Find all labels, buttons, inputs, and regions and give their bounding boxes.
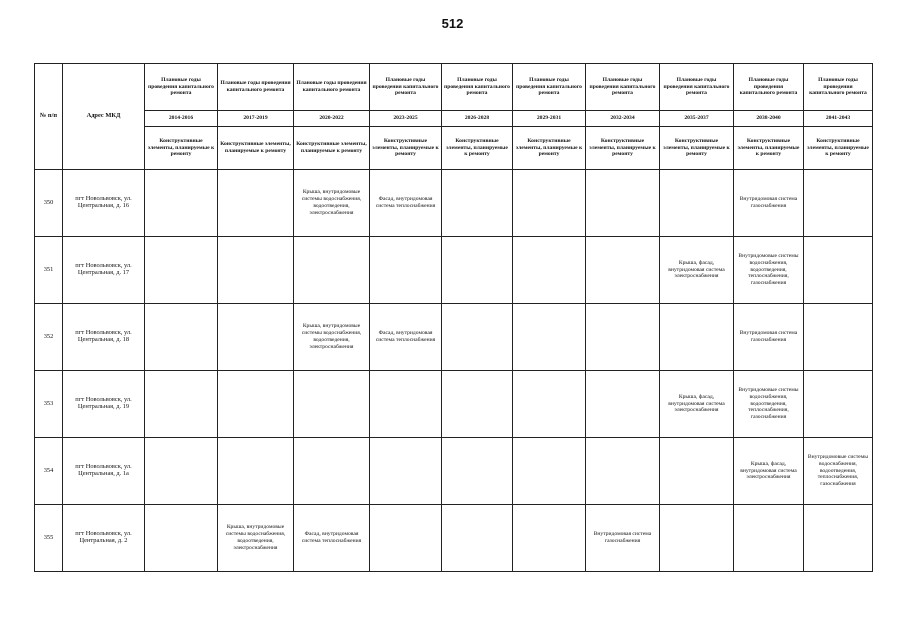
repair-elements-cell <box>586 304 660 371</box>
elements-header: Конструктивные элементы, планируемые к ремонту <box>294 127 370 170</box>
repair-elements-cell: Фасад, внутридомовая система теплоснабжения <box>370 170 442 237</box>
table-row <box>35 237 873 304</box>
planned-years-header: Плановые годы проведения капитального ремонта <box>370 64 442 111</box>
period-header: 2038-2040 <box>734 111 804 127</box>
repair-elements-cell <box>218 371 294 438</box>
repair-elements-cell <box>442 237 513 304</box>
elements-header: Конструктивные элементы, планируемые к ремонту <box>145 127 218 170</box>
num-header: № п/п <box>35 64 63 170</box>
repair-elements-cell: Фасад, внутридомовая система теплоснабжения <box>370 304 442 371</box>
repair-elements-cell <box>218 170 294 237</box>
repair-elements-cell <box>734 505 804 572</box>
row-address: пгт Новольвовск, ул. Центральная, д. 2 <box>63 505 145 572</box>
header-row-elements <box>35 127 873 170</box>
repair-elements-cell: Крыша, внутридомовые системы водоснабжения, водоотведения, электроснабжения <box>218 505 294 572</box>
repair-elements-cell <box>218 438 294 505</box>
elements-header: Конструктивные элементы, планируемые к ремонту <box>586 127 660 170</box>
repair-elements-cell <box>660 438 734 505</box>
elements-header: Конструктивные элементы, планируемые к ремонту <box>804 127 873 170</box>
repair-elements-cell <box>804 170 873 237</box>
planned-years-header: Плановые годы проведения капитального ремонта <box>804 64 873 111</box>
repair-elements-cell: Внутридомовые системы водоснабжения, водоотведения, теплоснабжения, газоснабжения <box>734 371 804 438</box>
repair-elements-cell <box>145 304 218 371</box>
table-header <box>35 64 873 170</box>
period-header: 2032-2034 <box>586 111 660 127</box>
repair-elements-cell: Крыша, внутридомовые системы водоснабжения, водоотведения, электроснабжения <box>294 170 370 237</box>
planned-years-header: Плановые годы проведения капитального ремонта <box>734 64 804 111</box>
table-row <box>35 438 873 505</box>
elements-header: Конструктивные элементы, планируемые к ремонту <box>218 127 294 170</box>
repair-elements-cell <box>294 371 370 438</box>
elements-header: Конструктивные элементы, планируемые к ремонту <box>734 127 804 170</box>
header-row-periods <box>35 111 873 127</box>
planned-years-header: Плановые годы проведения капитального ремонта <box>660 64 734 111</box>
period-header: 2029-2031 <box>513 111 586 127</box>
repair-elements-cell <box>294 438 370 505</box>
period-header: 2041-2043 <box>804 111 873 127</box>
table-body <box>35 170 873 572</box>
elements-header: Конструктивные элементы, планируемые к ремонту <box>660 127 734 170</box>
period-header: 2035-2037 <box>660 111 734 127</box>
repair-elements-cell <box>370 371 442 438</box>
repair-elements-cell <box>586 237 660 304</box>
elements-header: Конструктивные элементы, планируемые к ремонту <box>370 127 442 170</box>
elements-header: Конструктивные элементы, планируемые к ремонту <box>442 127 513 170</box>
repair-elements-cell <box>586 170 660 237</box>
planned-years-header: Плановые годы проведения капитального ремонта <box>218 64 294 111</box>
table-row <box>35 304 873 371</box>
repair-elements-cell <box>513 438 586 505</box>
repair-elements-cell <box>294 237 370 304</box>
repair-elements-cell: Крыша, фасад, внутридомовая система электроснабжения <box>734 438 804 505</box>
table-row <box>35 505 873 572</box>
table-row <box>35 170 873 237</box>
repair-elements-cell <box>804 505 873 572</box>
repair-elements-cell: Внутридомовые системы водоснабжения, водоотведения, теплоснабжения, газоснабжения <box>734 237 804 304</box>
repair-elements-cell: Крыша, внутридомовые системы водоснабжения, водоотведения, электроснабжения <box>294 304 370 371</box>
row-address: пгт Новольвовск, ул. Центральная, д. 18 <box>63 304 145 371</box>
row-address: пгт Новольвовск, ул. Центральная, д. 17 <box>63 237 145 304</box>
row-number: 350 <box>35 170 63 237</box>
repair-elements-cell <box>804 237 873 304</box>
period-header: 2017-2019 <box>218 111 294 127</box>
repair-elements-cell <box>804 304 873 371</box>
planned-years-header: Плановые годы проведения капитального ремонта <box>513 64 586 111</box>
repair-elements-cell <box>218 304 294 371</box>
repair-elements-cell <box>442 505 513 572</box>
repair-elements-cell <box>145 371 218 438</box>
row-address: пгт Новольвовск, ул. Центральная, д. 1а <box>63 438 145 505</box>
elements-header: Конструктивные элементы, планируемые к ремонту <box>513 127 586 170</box>
period-header: 2026-2028 <box>442 111 513 127</box>
repair-elements-cell <box>145 438 218 505</box>
row-address: пгт Новольвовск, ул. Центральная, д. 16 <box>63 170 145 237</box>
repair-elements-cell <box>370 505 442 572</box>
repair-elements-cell: Внутридомовая система газоснабжения <box>734 170 804 237</box>
repair-elements-cell <box>442 371 513 438</box>
repair-elements-cell <box>513 237 586 304</box>
repair-elements-cell <box>513 505 586 572</box>
period-header: 2023-2025 <box>370 111 442 127</box>
repair-elements-cell <box>145 170 218 237</box>
period-header: 2020-2022 <box>294 111 370 127</box>
repair-elements-cell <box>145 237 218 304</box>
repair-elements-cell: Фасад, внутридомовая система теплоснабжения <box>294 505 370 572</box>
row-number: 353 <box>35 371 63 438</box>
planned-years-header: Плановые годы проведения капитального ремонта <box>145 64 218 111</box>
page-number: 512 <box>441 16 464 31</box>
row-number: 351 <box>35 237 63 304</box>
row-number: 355 <box>35 505 63 572</box>
repair-elements-cell: Крыша, фасад, внутридомовая система электроснабжения <box>660 371 734 438</box>
repair-elements-cell <box>442 170 513 237</box>
repair-elements-cell: Внутридомовые системы водоснабжения, водоотведения, теплоснабжения, газоснабжения <box>804 438 873 505</box>
repair-elements-cell <box>370 237 442 304</box>
repair-elements-cell: Крыша, фасад, внутридомовая система электроснабжения <box>660 237 734 304</box>
header-row-planned-years <box>35 64 873 111</box>
repair-elements-cell <box>586 438 660 505</box>
period-header: 2014-2016 <box>145 111 218 127</box>
repair-schedule-table <box>34 63 873 572</box>
repair-elements-cell <box>513 371 586 438</box>
repair-elements-cell <box>513 170 586 237</box>
repair-elements-cell <box>660 170 734 237</box>
repair-elements-cell <box>660 505 734 572</box>
repair-elements-cell <box>370 438 442 505</box>
row-number: 352 <box>35 304 63 371</box>
planned-years-header: Плановые годы проведения капитального ремонта <box>294 64 370 111</box>
repair-elements-cell <box>218 237 294 304</box>
repair-elements-cell <box>804 371 873 438</box>
planned-years-header: Плановые годы проведения капитального ремонта <box>442 64 513 111</box>
repair-elements-cell <box>586 371 660 438</box>
repair-elements-cell <box>660 304 734 371</box>
repair-elements-cell <box>442 304 513 371</box>
address-header: Адрес МКД <box>63 64 145 170</box>
planned-years-header: Плановые годы проведения капитального ремонта <box>586 64 660 111</box>
repair-elements-cell <box>145 505 218 572</box>
row-number: 354 <box>35 438 63 505</box>
row-address: пгт Новольвовск, ул. Центральная, д. 19 <box>63 371 145 438</box>
repair-elements-cell: Внутридомовая система газоснабжения <box>586 505 660 572</box>
repair-elements-cell <box>513 304 586 371</box>
repair-elements-cell: Внутридомовая система газоснабжения <box>734 304 804 371</box>
table-row <box>35 371 873 438</box>
repair-elements-cell <box>442 438 513 505</box>
